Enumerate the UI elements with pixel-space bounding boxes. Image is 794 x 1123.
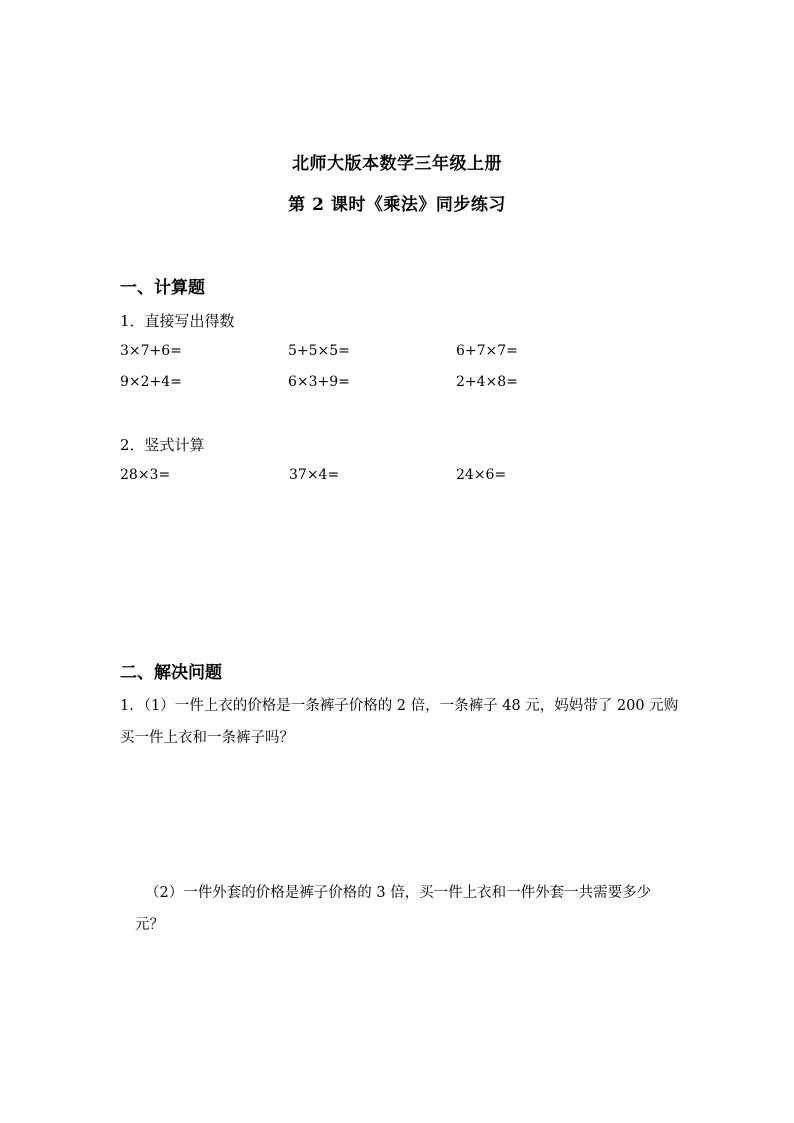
document-title: 北师大版本数学三年级上册 [292,154,502,174]
direct-answer-heading: 1．直接写出得数 [120,312,235,330]
section-calculation-heading: 一、计算题 [120,278,205,298]
section-word-problems-heading: 二、解决问题 [120,663,222,683]
exercise-item: 3×7+6= [120,343,182,359]
exercise-item: 28×3= [120,467,171,483]
lesson-subtitle: 第 2 课时《乘法》同步练习 [288,195,506,215]
exercise-item: 37×4= [289,467,340,483]
vertical-calculation-heading: 2．竖式计算 [120,436,205,454]
word-problem-2: （2）一件外套的价格是裤子价格的 3 倍，买一件上衣和一件外套一共需要多少元？ [135,885,652,933]
exercise-item: 6+7×7= [456,343,518,359]
exercise-item: 2+4×8= [456,374,518,390]
exercise-item: 6×3+9= [288,374,350,390]
exercise-item: 9×2+4= [120,374,182,390]
exercise-item: 5+5×5= [288,343,350,359]
exercise-item: 24×6= [456,467,507,483]
word-problem-1: 1．（1）一件上衣的价格是一条裤子价格的 2 倍，一条裤子 48 元，妈妈带了 200 元购买一件上衣和一条裤子吗？ [120,698,679,746]
